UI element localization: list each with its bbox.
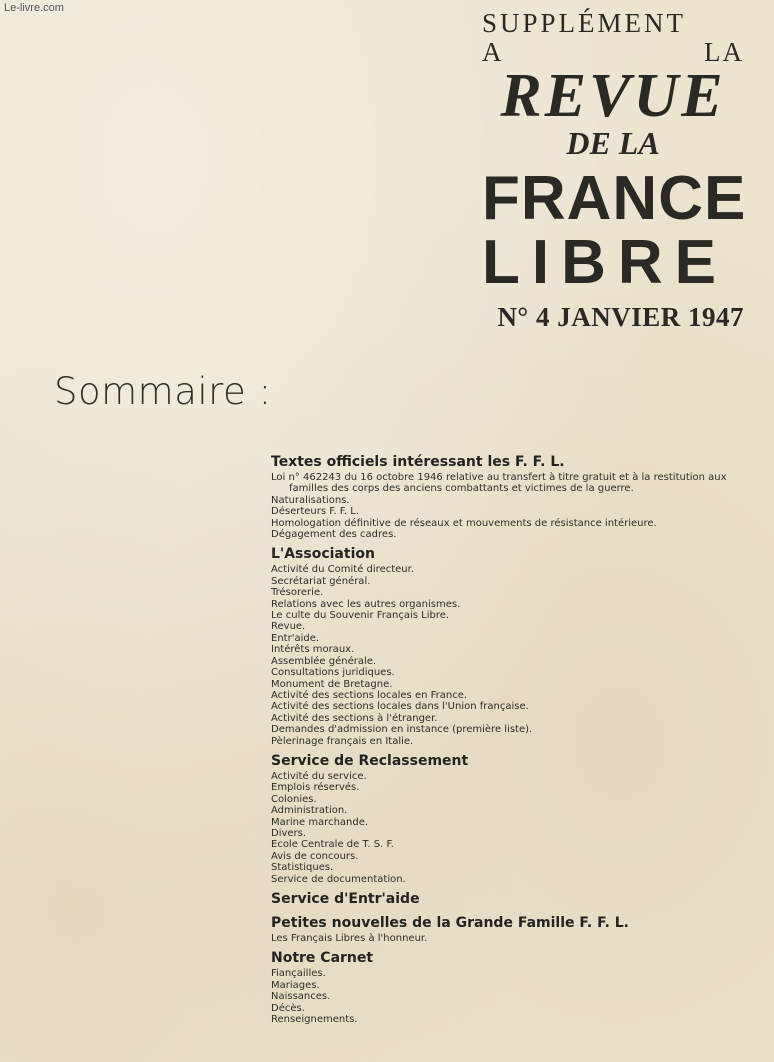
- list-item: Administration.: [271, 805, 348, 817]
- toc-section-textes-officiels: [271, 452, 771, 540]
- list-item: Décès.: [271, 1002, 305, 1014]
- list-item: Avis de concours.: [271, 850, 359, 862]
- list-item: Activité du service.: [271, 770, 367, 782]
- toc-section-entraide: [271, 889, 771, 909]
- section-title: Notre Carnet: [271, 950, 374, 967]
- section-items: [271, 472, 771, 540]
- list-item: familles des corps des anciens combattants et victimes de la guerre.: [289, 483, 634, 495]
- list-item: Intérêts moraux.: [271, 644, 355, 656]
- masthead: [482, 8, 747, 333]
- list-item: Colonies.: [271, 793, 317, 805]
- list-item: Marine marchande.: [271, 816, 369, 828]
- list-item: Revue.: [271, 621, 306, 633]
- table-of-contents: [271, 452, 771, 1029]
- list-item: Naissances.: [271, 991, 331, 1003]
- list-item: Activité du Comité directeur.: [271, 564, 414, 576]
- list-item: Activité des sections à l'étranger.: [271, 712, 438, 724]
- list-item: Emplois réservés.: [271, 782, 360, 794]
- list-item: Activité des sections locales en France.: [271, 689, 468, 701]
- masthead-de-la: DE LA: [566, 125, 660, 161]
- list-item: Mariages.: [271, 979, 320, 991]
- list-item: Trésorerie.: [271, 587, 324, 599]
- list-item: Consultations juridiques.: [271, 667, 395, 679]
- list-item: Statistiques.: [271, 862, 334, 874]
- section-title: Textes officiels intéressant les F. F. L.: [271, 454, 565, 470]
- list-item: Entr'aide.: [271, 632, 320, 644]
- issue-number: N° 4 JANVIER 1947: [497, 302, 744, 332]
- masthead-supplement-line: [482, 8, 744, 38]
- section-items: [271, 771, 771, 885]
- section-title: Service de Reclassement: [271, 752, 469, 769]
- list-item: Divers.: [271, 827, 307, 839]
- section-items: [271, 564, 771, 747]
- list-item: Renseignements.: [271, 1014, 358, 1026]
- list-item: Ecole Centrale de T. S. F.: [271, 839, 394, 851]
- section-title: L'Association: [271, 546, 375, 563]
- toc-section-notre-carnet: [271, 948, 771, 1025]
- list-item: Pèlerinage français en Italie.: [271, 735, 414, 747]
- list-item: Déserteurs F. F. L.: [271, 506, 359, 518]
- list-item: Secrétariat général.: [271, 575, 371, 587]
- list-item: Le culte du Souvenir Français Libre.: [271, 610, 450, 622]
- toc-section-petites-nouvelles: [271, 913, 771, 944]
- list-item: Assemblée générale.: [271, 655, 377, 667]
- watermark-text: Le-livre.com: [4, 2, 64, 14]
- list-item: Activité des sections locales dans l'Union française.: [271, 701, 529, 713]
- list-item: Naturalisations.: [271, 494, 350, 506]
- section-items: [271, 933, 771, 944]
- section-title: Petites nouvelles de la Grande Famille F. F. L.: [271, 915, 630, 931]
- masthead-france: FRANCE: [482, 164, 747, 233]
- toc-section-association: [271, 544, 771, 747]
- list-item: Les Français Libres à l'honneur.: [271, 933, 428, 944]
- list-item: Demandes d'admission en instance (première liste).: [271, 724, 533, 736]
- list-item: Monument de Bretagne.: [271, 678, 393, 690]
- masthead-la: LA: [704, 37, 744, 67]
- masthead-a: A: [482, 37, 504, 67]
- list-item: Loi n° 462243 du 16 octobre 1946 relative au transfert à titre gratuit et à la restitution aux: [271, 472, 727, 483]
- list-item: Dégagement des cadres.: [271, 529, 397, 541]
- sommaire-heading: Sommaire :: [54, 370, 272, 413]
- list-item: Homologation définitive de réseaux et mouvements de résistance intérieure.: [271, 517, 657, 529]
- masthead-libre: LIBRE: [482, 228, 728, 297]
- masthead-supplement: SUPPLÉMENT: [482, 8, 687, 38]
- masthead-revue: REVUE: [500, 62, 726, 130]
- list-item: Service de documentation.: [271, 873, 406, 885]
- toc-section-reclassement: [271, 751, 771, 885]
- section-items: [271, 968, 771, 1025]
- list-item: Fiançailles.: [271, 968, 326, 980]
- section-title: Service d'Entr'aide: [271, 891, 420, 907]
- list-item: Relations avec les autres organismes.: [271, 598, 461, 610]
